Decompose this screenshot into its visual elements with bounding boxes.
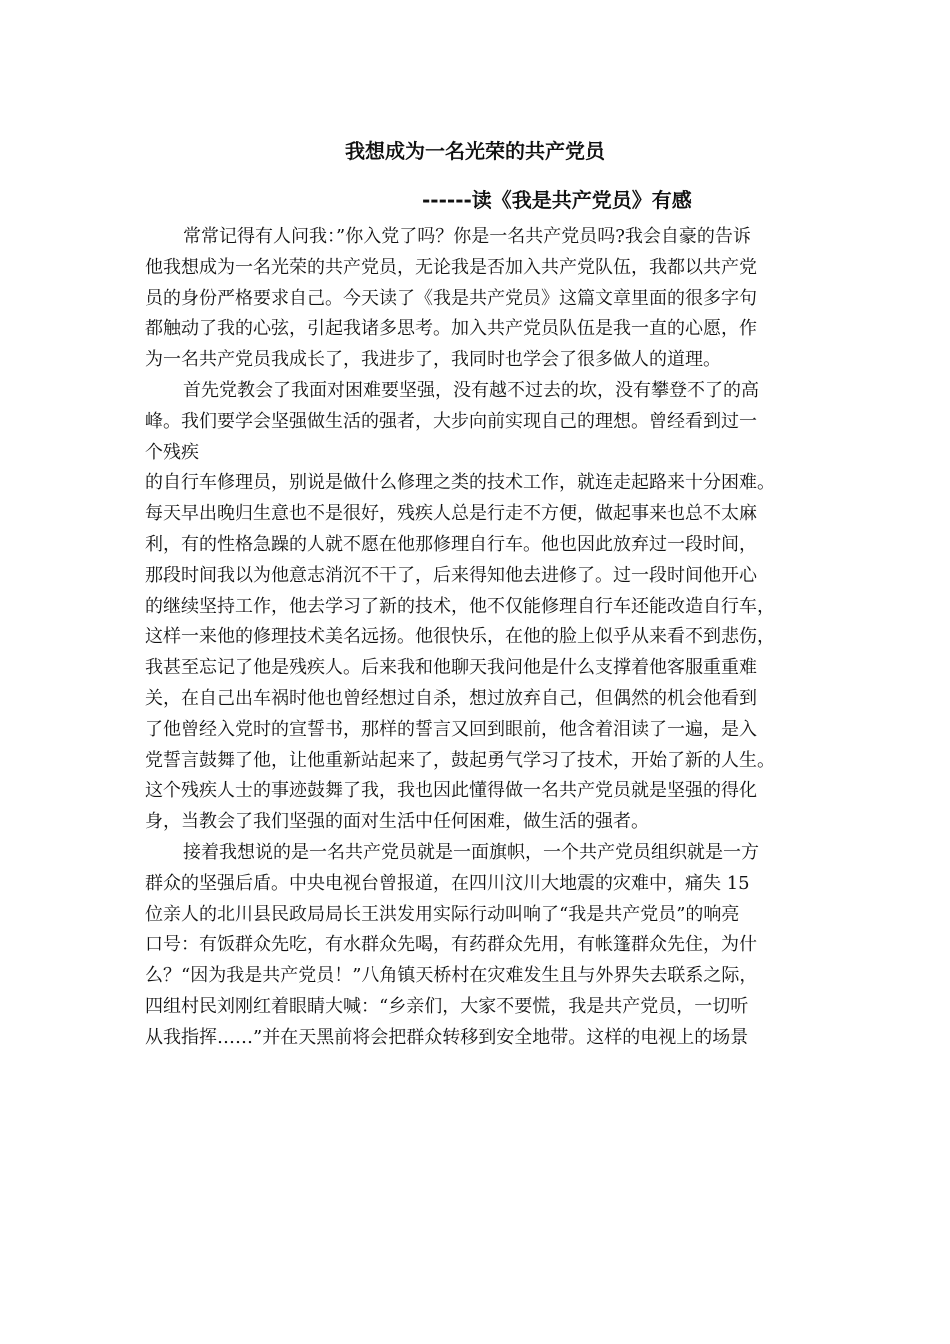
text-line: 常常记得有人问我：”你入党了吗？你是一名共产党员吗?我会自豪的告诉 [183,226,751,247]
text-line: 每天早出晚归生意也不是很好，残疾人总是行走不方便，做起事来也总不太麻 [145,503,757,525]
text-line: 为一名共产党员我成长了，我进步了，我同时也学会了很多做人的道理。 [145,349,721,371]
text-line: 这个残疾人士的事迹鼓舞了我，我也因此懂得做一名共产党员就是坚强的得化 [145,780,757,802]
text-line: 首先党教会了我面对困难要坚强，没有越不过去的坎，没有攀登不了的高 [183,379,759,401]
text-line: 了他曾经入党时的宣誓书，那样的誓言又回到眼前，他含着泪读了一遍，是入 [145,718,757,740]
text-line: 位亲人的北川县民政局局长王洪发用实际行动叫响了“我是共产党员”的响亮 [145,903,740,925]
document-body [145,222,810,1054]
text-line: 员的身份严格要求自己。今天读了《我是共产党员》这篇文章里面的很多字句 [145,287,757,309]
text-line: 的继续坚持工作，他去学习了新的技术，他不仅能修理自行车还能改造自行车， [145,595,775,617]
text-line: 的自行车修理员，别说是做什么修理之类的技术工作，就连走起路来十分困难。 [145,472,775,494]
text-line: 关，在自己出车祸时他也曾经想过自杀，想过放弃自己，但偶然的机会他看到 [145,687,757,709]
text-line: 群众的坚强后盾。中央电视台曾报道，在四川汶川大地震的灾难中，痛失 15 [145,872,750,894]
text-line: 峰。我们要学会坚强做生活的强者，大步向前实现自己的理想。曾经看到过一 [145,410,757,432]
text-line: 那段时间我以为他意志消沉不干了，后来得知他去进修了。过一段时间他开心 [145,564,757,586]
document-title: 我想成为一名光荣的共产党员 [345,139,605,163]
text-line: 接着我想说的是一名共产党员就是一面旗帜，一个共产党员组织就是一方 [183,841,759,863]
text-line: 从我指挥……”并在天黑前将会把群众转移到安全地带。这样的电视上的场景 [145,1026,749,1048]
text-line: 四组村民刘刚红着眼睛大喊：“乡亲们，大家不要慌，我是共产党员，一切听 [145,995,749,1017]
text-line: 个残疾 [145,441,199,463]
text-line: 口号：有饭群众先吃，有水群众先喝，有药群众先用，有帐篷群众先住，为什 [145,934,757,956]
text-line: 我甚至忘记了他是残疾人。后来我和他聊天我问他是什么支撑着他客服重重难 [145,657,757,679]
text-line: 都触动了我的心弦，引起我诸多思考。加入共产党员队伍是我一直的心愿，作 [145,318,757,340]
text-line: 利，有的性格急躁的人就不愿在他那修理自行车。他也因此放弃过一段时间， [145,533,757,555]
text-line: 他我想成为一名光荣的共产党员，无论我是否加入共产党队伍，我都以共产党 [145,256,757,278]
text-line: 这样一来他的修理技术美名远扬。他很快乐，在他的脸上似乎从来看不到悲伤， [145,626,775,648]
document-subtitle: ------读《我是共产党员》有感 [422,188,692,212]
text-line: 党誓言鼓舞了他，让他重新站起来了，鼓起勇气学习了技术，开始了新的人生。 [145,749,775,771]
text-line: 身，当教会了我们坚强的面对生活中任何困难，做生活的强者。 [145,811,649,833]
text-line: 么？“因为我是共产党员！”八角镇天桥村在灾难发生且与外界失去联系之际， [145,965,758,987]
